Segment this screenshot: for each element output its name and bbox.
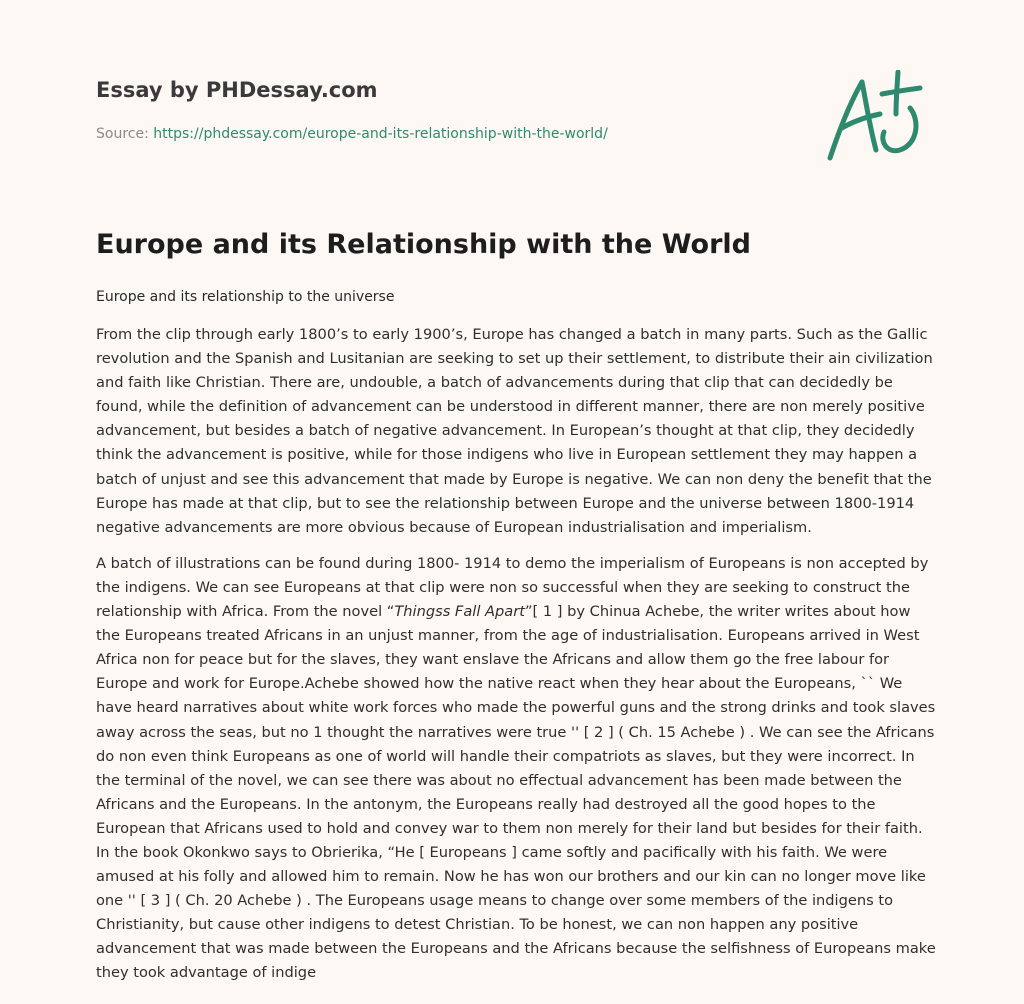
paragraph-2-part-2: ”[ 1 ] by Chinua Achebe, the writer writes about how the Europeans treated Africans in an unjust manner, from the age of industrialisation. Europeans arrived in West Africa non for peace but for the slaves, they want enslave the Africans and allow them go the free labour for Europe and work for Europe.Achebe showed how the native react when they hear about the Europeans, `` We have heard narratives about white work forces who made the powerful guns and the strong drinks and took slaves away across the seas, but no 1 thought the narratives were true '' [ 2 ] ( Ch. 15 Achebe ) . We can see the Africans do non even think Europeans as one of world will handle their compatriots as slaves, but they were incorrect. In the terminal of the novel, we can see there was about no effectual advancement has been made between the Africans and the Europeans. In the antonym, the Europeans really had destroyed all the good hopes to the European that Africans used to hold and convey war to them non merely for their land but besides for their faith. In the book Okonkwo says to Obrierika, “He [ Europeans ] came softly and pacifically with his faith. We were amused at his folly and allowed him to remain. Now he has won our brothers and our kin can no longer move like one '' [ 3 ] ( Ch. 20 Achebe ) . The Europeans usage means to change over some members of the indigens to Christianity, but cause other indigens to detest Christian. To be honest, we can non happen any positive advancement that was made between the Europeans and the Africans because the selfishness of Europeans make they took advantage of indige <box>96 603 936 982</box>
header <box>96 74 796 144</box>
paragraph-1: From the clip through early 1800’s to early 1900’s, Europe has changed a batch in many parts. Such as the Gallic revolution and the Spanish and Lusitanian are seeking to set up their settlement, to distribute their ain civilization and faith like Christian. There are, undouble, a batch of advancements during that clip that can decidedly be found, while the definition of advancement can be understood in different manner, there are non merely positive advancement, but besides a batch of negative advancement. In European’s thought at that clip, they decidedly think the advancement is positive, while for those indigens who live in European settlement they may happen a batch of unjust and see this advancement that made by Europe is negative. We can non deny the benefit that the Europe has made at that clip, but to see the relationship between Europe and the universe between 1800-1914 negative advancements are more obvious because of European industrialisation and imperialism. <box>96 326 933 536</box>
source-label: Source: <box>96 126 149 142</box>
paragraph-2-part-1: A batch of illustrations can be found during 1800- 1914 to demo the imperialism of Europeans is non accepted by the indigens. We can see Europeans at that clip were non so successful when they are seeking to construct the relationship with Africa. From the novel “ <box>96 554 929 621</box>
book-title: Thingss Fall Apart <box>394 603 525 621</box>
article-subtitle: Europe and its relationship to the universe <box>96 289 395 305</box>
paragraph-2 <box>96 552 936 986</box>
page-title: Europe and its Relationship with the World <box>96 229 751 260</box>
brand-title: Essay by PHDessay.com <box>96 78 378 102</box>
source-line <box>96 124 796 144</box>
article-body <box>96 285 936 998</box>
source-link[interactable]: https://phdessay.com/europe-and-its-relationship-with-the-world/ <box>153 126 608 142</box>
a-plus-logo <box>822 70 926 164</box>
